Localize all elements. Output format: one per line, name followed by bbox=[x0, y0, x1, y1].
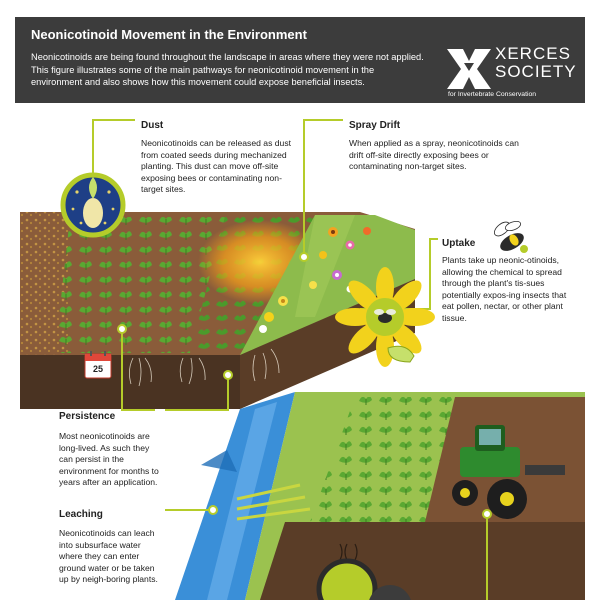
logo-line2: SOCIETY bbox=[495, 62, 577, 81]
leaching-text: Neonicotinoids can leach into subsurface water where they can enter ground water or be taken up by neigh-boring plants. bbox=[59, 528, 158, 585]
logo-tagline: for Invertebrate Conservation bbox=[448, 91, 537, 98]
spray-drift-text: When applied as a spray, neonicotinoids can drift off-site directly exposing bees or contaminating non-target sites. bbox=[349, 138, 519, 172]
uptake-text: Plants take up neonic-otinoids, allowing the chemical to spread through the plant's tis-sues potentially expos-ing insects that eat pollen, nectar, or other plant tissue. bbox=[442, 255, 567, 323]
page-title: Neonicotinoid Movement in the Environment bbox=[31, 27, 307, 42]
xerces-logo-icon bbox=[447, 49, 491, 89]
leaching-heading: Leaching bbox=[59, 509, 103, 520]
dust-heading: Dust bbox=[141, 120, 164, 131]
infographic-poster bbox=[15, 17, 585, 600]
header-banner bbox=[15, 17, 585, 103]
roots-callout-icon bbox=[319, 561, 375, 600]
intro-text: Neonicotinoids are being found throughout the landscape in areas where they were not applied. This figure illustrates some of the main pathways for neonicotinoid movement in the environment and also shows how this movement could expose beneficial insects. bbox=[31, 52, 424, 87]
lower-field bbox=[237, 392, 585, 600]
bee-icon bbox=[492, 219, 528, 254]
spray-drift-heading: Spray Drift bbox=[349, 120, 401, 131]
logo-line1: XERCES bbox=[495, 44, 571, 63]
sunflower-bee-icon bbox=[335, 267, 435, 367]
dust-text: Neonicotinoids can be released as dust from coated seeds during mechanized planting. This dust can move off-site exposing bees or contaminating non-target sites. bbox=[141, 138, 292, 195]
persistence-heading: Persistence bbox=[59, 411, 116, 422]
calendar-day: 25 bbox=[92, 364, 103, 374]
seed-dust-icon bbox=[63, 175, 123, 235]
persistence-text: Most neonicotinoids are long-lived. As such they can persist in the environment for months to years after an application. bbox=[59, 431, 159, 488]
logo-wordmark bbox=[495, 45, 585, 81]
uptake-heading: Uptake bbox=[442, 238, 476, 249]
